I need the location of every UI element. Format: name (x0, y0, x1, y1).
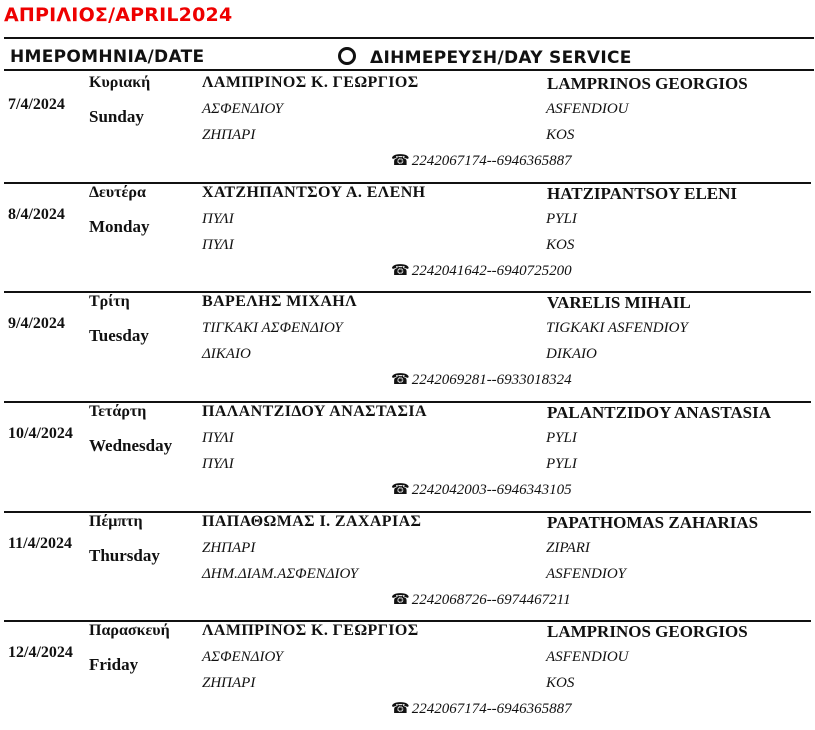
day-english: Monday (89, 217, 150, 236)
pharmacist-name-english: PAPATHOMAS ZAHARIAS (547, 513, 759, 532)
duty-date: 12/4/2024 (8, 644, 73, 661)
phone-icon: ☎ (391, 592, 410, 608)
phone-icon: ☎ (391, 482, 410, 498)
day-greek: Πέμπτη (89, 513, 143, 530)
phone-line (391, 261, 572, 280)
pharmacist-name-greek: ΧΑΤΖΗΠΑΝΤΣΟΥ Α. ΕΛΕΝΗ (202, 184, 426, 201)
pharmacist-name-greek: ΛΑΜΠΡΙΝΟΣ Κ. ΓΕΩΡΓΙΟΣ (202, 622, 419, 639)
sun-icon (338, 47, 356, 65)
location-line1-greek: ΠΥΛΙ (202, 211, 234, 227)
pharmacist-name-greek: ΠΑΠΑΘΩΜΑΣ Ι. ΖΑΧΑΡΙΑΣ (202, 513, 422, 530)
location-line1-english: ASFENDIOU (546, 101, 629, 117)
service-label: ΔΙΗΜΕΡΕΥΣΗ/DAY SERVICE (370, 48, 632, 68)
location-line2-english: ASFENDIOY (546, 566, 626, 582)
day-greek: Κυριακή (89, 74, 151, 91)
phone-numbers: 2242067174--6946365887 (411, 153, 572, 169)
phone-numbers: 2242042003--6946343105 (411, 482, 572, 498)
pharmacist-name-english: VARELIS MIHAIL (547, 293, 691, 312)
duty-entry (0, 72, 815, 182)
page-title: ΑΠΡΙΛΙΟΣ/APRIL2024 (4, 4, 233, 26)
phone-numbers: 2242068726--6974467211 (411, 592, 571, 608)
phone-icon: ☎ (391, 701, 410, 717)
phone-line (391, 151, 572, 170)
location-line2-greek: ΔΙΚΑΙΟ (202, 346, 251, 362)
location-line2-greek: ΠΥΛΙ (202, 456, 234, 472)
phone-numbers: 2242041642--6940725200 (411, 263, 572, 279)
duty-entry (0, 620, 815, 730)
pharmacist-name-english: HATZIPANTSOY ELENI (547, 184, 738, 203)
day-english: Wednesday (89, 436, 173, 455)
duty-entry (0, 291, 815, 401)
phone-line (391, 699, 572, 718)
location-line1-english: TIGKAKI ASFENDIOY (546, 320, 688, 336)
phone-icon: ☎ (391, 263, 410, 279)
phone-numbers: 2242069281--6933018324 (411, 372, 572, 388)
location-line1-greek: ΖΗΠΑΡΙ (202, 540, 256, 556)
day-greek: Τετάρτη (89, 403, 147, 420)
date-column-header: ΗΜΕΡΟΜΗΝΙΑ/DATE (10, 47, 205, 67)
phone-line (391, 590, 571, 609)
location-line2-english: KOS (546, 675, 575, 691)
location-line2-english: DIKAIO (546, 346, 597, 362)
duty-entry (0, 511, 815, 621)
day-greek: Παρασκευή (89, 622, 170, 639)
phone-icon: ☎ (391, 372, 410, 388)
duty-date: 11/4/2024 (8, 535, 73, 552)
location-line1-greek: ΠΥΛΙ (202, 430, 234, 446)
pharmacist-name-greek: ΛΑΜΠΡΙΝΟΣ Κ. ΓΕΩΡΓΙΟΣ (202, 74, 419, 91)
location-line1-english: ZIPARI (546, 540, 590, 556)
location-line2-greek: ΖΗΠΑΡΙ (202, 127, 256, 143)
day-english: Friday (89, 655, 139, 674)
duty-entry (0, 182, 815, 292)
duty-date: 7/4/2024 (8, 96, 65, 113)
pharmacist-name-english: LAMPRINOS GEORGIOS (547, 622, 748, 641)
pharmacist-name-english: PALANTZIDOY ANASTASIA (547, 403, 772, 422)
duty-date: 9/4/2024 (8, 315, 65, 332)
duty-date: 8/4/2024 (8, 206, 65, 223)
location-line1-english: PYLI (546, 211, 577, 227)
duty-entry (0, 401, 815, 511)
phone-numbers: 2242067174--6946365887 (411, 701, 572, 717)
location-line2-english: PYLI (546, 456, 577, 472)
pharmacist-name-greek: ΒΑΡΕΛΗΣ ΜΙΧΑΗΛ (202, 293, 357, 310)
phone-icon: ☎ (391, 153, 410, 169)
day-english: Thursday (89, 546, 160, 565)
pharmacist-name-greek: ΠΑΛΑΝΤΖΙΔΟΥ ΑΝΑΣΤΑΣΙΑ (202, 403, 427, 420)
phone-line (391, 370, 572, 389)
location-line2-english: KOS (546, 127, 575, 143)
location-line2-greek: ΠΥΛΙ (202, 237, 234, 253)
location-line1-greek: ΑΣΦΕΝΔΙΟΥ (202, 649, 284, 665)
table-header (4, 37, 814, 71)
service-column-header (338, 47, 632, 68)
duty-date: 10/4/2024 (8, 425, 73, 442)
day-english: Sunday (89, 107, 144, 126)
phone-line (391, 480, 572, 499)
day-greek: Δευτέρα (89, 184, 146, 201)
day-english: Tuesday (89, 326, 149, 345)
day-greek: Τρίτη (89, 293, 130, 310)
location-line2-english: KOS (546, 237, 575, 253)
location-line1-greek: ΑΣΦΕΝΔΙΟΥ (202, 101, 284, 117)
location-line2-greek: ΖΗΠΑΡΙ (202, 675, 256, 691)
pharmacist-name-english: LAMPRINOS GEORGIOS (547, 74, 748, 93)
location-line1-english: ASFENDIOU (546, 649, 629, 665)
location-line2-greek: ΔΗΜ.ΔΙΑΜ.ΑΣΦΕΝΔΙΟΥ (202, 566, 359, 582)
location-line1-greek: ΤΙΓΚΑΚΙ ΑΣΦΕΝΔΙΟΥ (202, 320, 343, 336)
location-line1-english: PYLI (546, 430, 577, 446)
